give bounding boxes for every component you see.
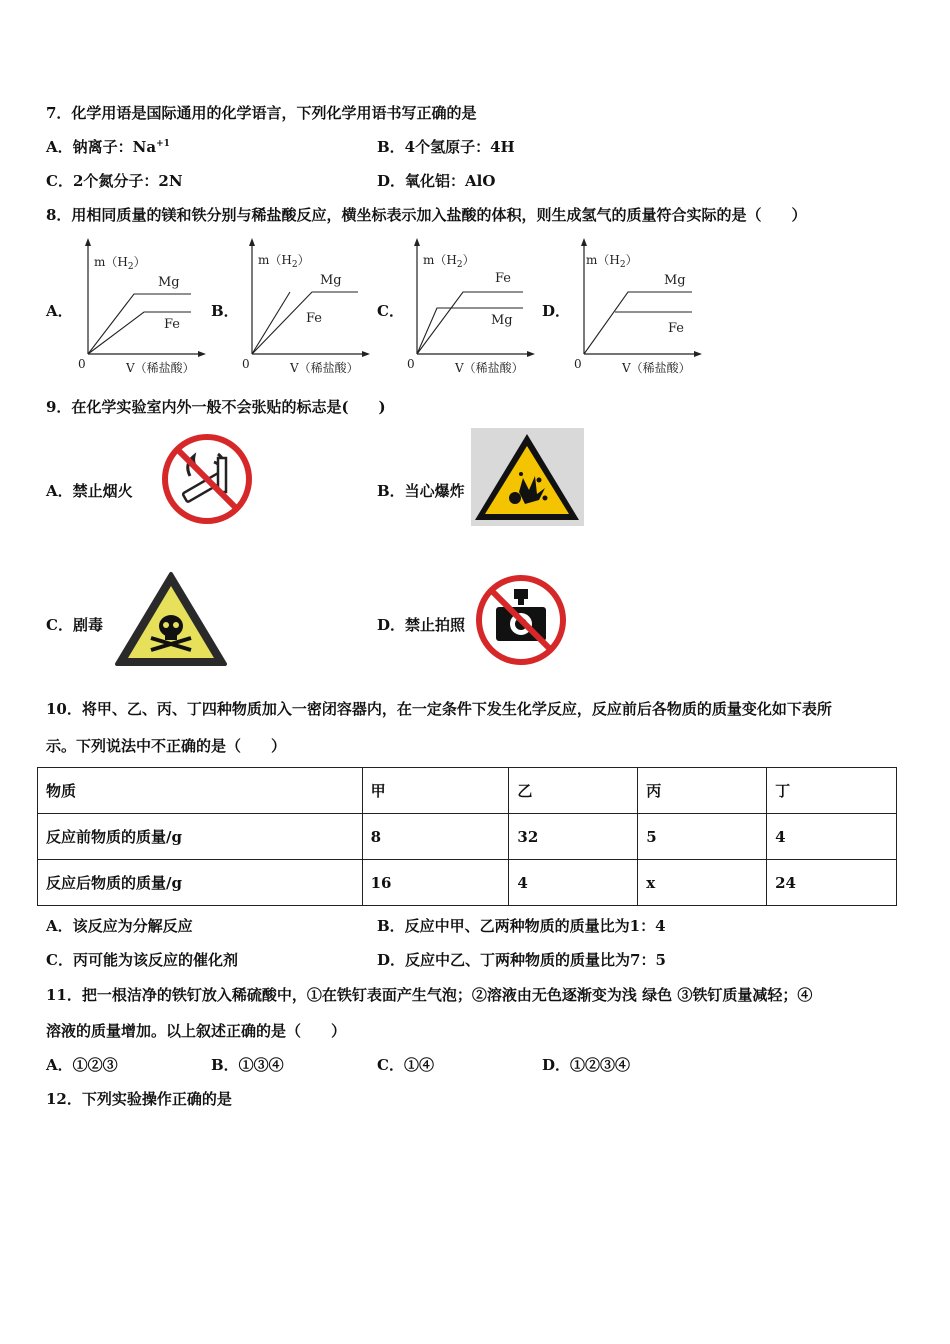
q7-option-c: C．2个氮分子：2N (46, 172, 183, 190)
q10-option-b: B．反应中甲、乙两种物质的质量比为1：4 (377, 917, 666, 935)
q8-stem: 8．用相同质量的镁和铁分别与稀盐酸反应，横坐标表示加入盐酸的体积，则生成氢气的质量符合实际的是（ ） (46, 206, 807, 224)
table-cell: 24 (767, 860, 897, 906)
no-camera-icon (474, 573, 568, 667)
table-header-cell: 丙 (638, 768, 767, 814)
q8-b-line-fe (252, 292, 290, 354)
table-row (38, 814, 897, 860)
q7-option-d: D．氧化铝：AlO (377, 172, 496, 190)
q11-option-a: A．①②③ (46, 1056, 118, 1074)
q8-c-yaxis: $m(H_2)$ (423, 253, 475, 270)
q12-stem: 12．下列实验操作正确的是 (46, 1090, 232, 1108)
q8-graph-b (240, 236, 370, 376)
table-row (38, 860, 897, 906)
q11-option-b: B．①③④ (211, 1056, 284, 1074)
q9-stem: 9．在化学实验室内外一般不会张贴的标志是( ) (46, 398, 386, 416)
q8-b-fe: Fe (306, 311, 323, 326)
q8-a-mg: Mg (158, 275, 180, 290)
q8-graph-a (76, 236, 206, 376)
q10-option-d: D．反应中乙、丁两种物质的质量比为7：5 (377, 951, 666, 969)
q8-d-yaxis: $m(H_2)$ (586, 253, 638, 270)
q10-option-a: A．该反应为分解反应 (46, 917, 193, 935)
table-cell: x (638, 860, 767, 906)
no-fire-icon (160, 432, 254, 526)
q11-stem-line1: 11．把一根洁净的铁钉放入稀硫酸中，①在铁钉表面产生气泡；②溶液由无色逐渐变为浅 绿色 ③铁钉质量减轻；④ (46, 986, 813, 1004)
q7-option-b: B．4个氢原子：4H (377, 138, 515, 156)
q8-b-xaxis: V（稀盐酸） (290, 361, 359, 375)
table-header-cell: 丁 (767, 768, 897, 814)
table-cell: 反应前物质的质量/g (38, 814, 363, 860)
q8-b-origin: 0 (242, 357, 250, 371)
q8-d-mg: Mg (664, 273, 686, 288)
table-cell: 32 (509, 814, 638, 860)
table-header-cell: 物质 (38, 768, 363, 814)
q8-c-fe: Fe (495, 271, 512, 286)
q10-stem-line1: 10．将甲、乙、丙、丁四种物质加入一密闭容器内，在一定条件下发生化学反应，反应前后各物质的质量变化如下表所 (46, 700, 832, 718)
q8-label-d: D． (542, 302, 571, 320)
q11-stem-line2: 溶液的质量增加。以上叙述正确的是（ ） (46, 1022, 347, 1040)
q8-c-mg: Mg (491, 313, 513, 328)
q7-stem: 7．化学用语是国际通用的化学语言，下列化学用语书写正确的是 (46, 104, 477, 122)
q8-b-mg: Mg (320, 273, 342, 288)
q8-d-origin: 0 (574, 357, 582, 371)
q8-d-xaxis: V（稀盐酸） (622, 361, 691, 375)
table-cell: 8 (362, 814, 509, 860)
q8-a-yaxis: $m(H_2)$ (94, 255, 146, 272)
table-header-cell: 乙 (509, 768, 638, 814)
q8-graph-c (405, 236, 535, 376)
q8-c-origin: 0 (407, 357, 415, 371)
q8-label-b: B． (211, 302, 239, 320)
q8-graph-d (572, 236, 702, 376)
q7-option-a: A．钠离子：$Na^{+1}$ (46, 138, 170, 156)
q8-a-xaxis: V（稀盐酸） (126, 361, 195, 375)
q11-option-d: D．①②③④ (542, 1056, 631, 1074)
q8-label-a: A． (46, 302, 73, 320)
table-cell: 16 (362, 860, 509, 906)
q8-b-line-mg (252, 292, 358, 354)
q8-label-c: C． (377, 302, 404, 320)
q9-option-c: C．剧毒 (46, 616, 103, 634)
q10-option-c: C．丙可能为该反应的催化剂 (46, 951, 238, 969)
table-header-cell: 甲 (362, 768, 509, 814)
q8-d-fe: Fe (668, 321, 685, 336)
q8-a-origin: 0 (78, 357, 86, 371)
table-cell: 5 (638, 814, 767, 860)
q10-table (37, 767, 897, 906)
table-cell: 反应后物质的质量/g (38, 860, 363, 906)
q9-option-a: A．禁止烟火 (46, 482, 133, 500)
q11-option-c: C．①④ (377, 1056, 434, 1074)
toxic-warning-icon (113, 570, 229, 668)
q8-c-xaxis: V（稀盐酸） (455, 361, 524, 375)
table-cell: 4 (509, 860, 638, 906)
q8-a-fe: Fe (164, 317, 181, 332)
q9-option-b: B．当心爆炸 (377, 482, 465, 500)
q8-b-yaxis: $m(H_2)$ (258, 253, 310, 270)
q10-stem-line2: 示。下列说法中不正确的是（ ） (46, 737, 287, 755)
table-cell: 4 (767, 814, 897, 860)
q9-option-d: D．禁止拍照 (377, 616, 466, 634)
table-header-row (38, 768, 897, 814)
explosion-warning-icon (471, 428, 584, 526)
